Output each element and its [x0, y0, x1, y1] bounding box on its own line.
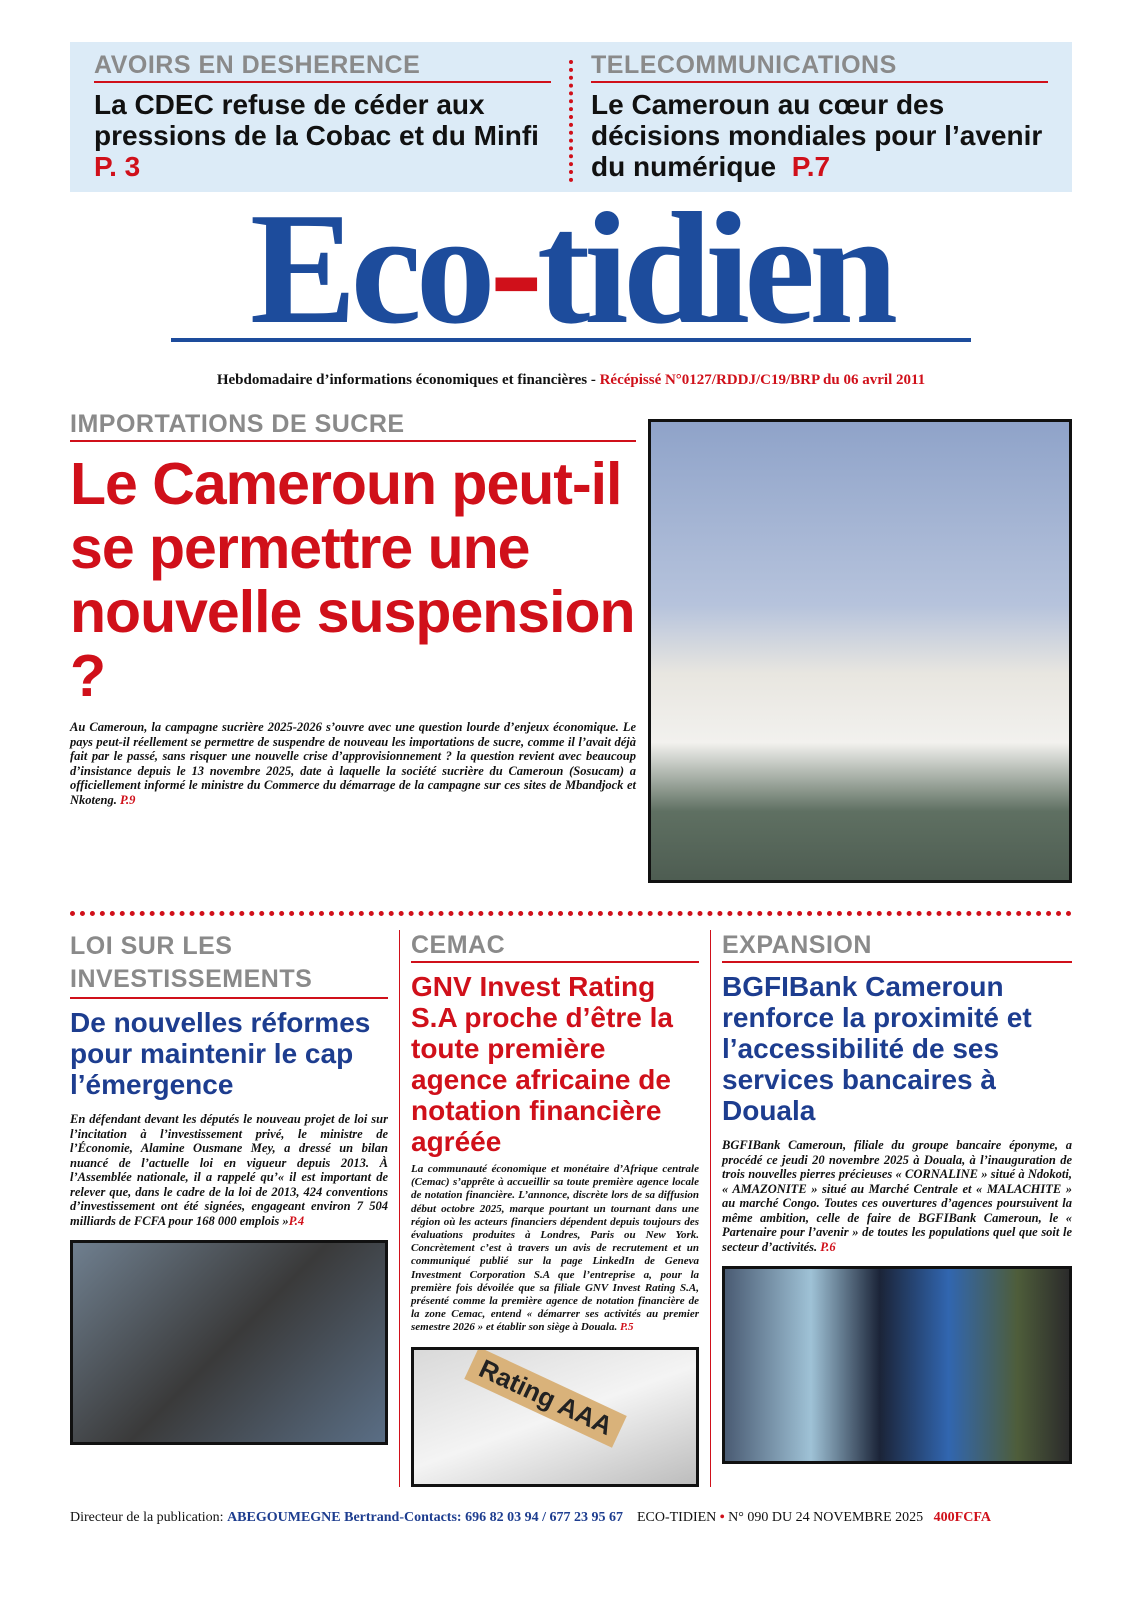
logo-dash: - — [489, 179, 537, 357]
article-headline[interactable]: BGFIBank Cameroun renforce la proximité et l’accessibilité de ses services bancaires à Douala — [722, 971, 1032, 1126]
article-body: En défendant devant les députés le nouveau projet de loi sur l’incitation à l’investissement privé, le ministre de l’Économie, Alamine Ousmane Mey, a dressé un bilan nuancé de l’actuelle loi en vigueur depuis 2013. À l’Assemblée nationale, il a rappelé qu’« il est important de relever que, dans le cadre de la loi de 2013, 424 conventions d’investissement ont été signées, engageant environ 7 504 milliards de FCFA pour 168 000 emplois » — [70, 1112, 388, 1228]
minister-photo — [70, 1240, 388, 1445]
teaser-right[interactable] — [591, 50, 1048, 182]
page-ref: P.9 — [120, 792, 136, 807]
price: 400FCFA — [933, 1509, 991, 1525]
dotted-divider — [70, 911, 1072, 916]
column-separator — [710, 930, 711, 1487]
bullet-icon: • — [719, 1509, 725, 1525]
article-kicker: CEMAC — [411, 930, 699, 963]
article-kicker: LOI SUR LES INVESTISSEMENTS — [70, 930, 388, 999]
teaser-headline: Le Cameroun au cœur des décisions mondiales pour l’avenir du numérique — [591, 89, 1043, 182]
contact-phones: 696 82 03 94 / 677 23 95 67 — [465, 1509, 623, 1525]
page-ref: P.5 — [620, 1321, 634, 1334]
article-headline[interactable]: GNV Invest Rating S.A proche d’être la toute première agence africaine de notation financière agréée — [411, 971, 673, 1157]
article-kicker: EXPANSION — [722, 930, 1072, 963]
registration: Récépissé N°0127/RDDJ/C19/BRP du 06 avril 2011 — [599, 372, 926, 388]
article-headline[interactable]: De nouvelles réformes pour maintenir le cap l’émergence — [70, 1007, 371, 1100]
article-columns — [70, 930, 1072, 1487]
lead-kicker: IMPORTATIONS DE SUCRE — [70, 409, 636, 442]
teaser-headline: La CDEC refuse de céder aux pressions de la Cobac et du Minfi — [94, 89, 539, 151]
contacts-label: -Contacts: — [399, 1509, 466, 1525]
lead-story — [70, 409, 1072, 883]
teaser-left[interactable] — [94, 50, 551, 182]
dotted-divider — [569, 60, 573, 182]
rating-photo — [411, 1347, 699, 1487]
sugar-sacks-photo — [648, 419, 1072, 883]
director-name: ABEGOUMEGNE Bertrand — [227, 1509, 400, 1525]
page-ref: P. 3 — [94, 151, 141, 182]
lead-headline[interactable]: Le Cameroun peut-il se permettre une nouvelle suspension ? — [70, 451, 635, 709]
article-investissements — [70, 930, 388, 1487]
director-label: Directeur de la publication: — [70, 1509, 228, 1525]
article-expansion — [722, 930, 1072, 1487]
teaser-kicker: TELECOMMUNICATIONS — [591, 50, 1048, 83]
article-body: BGFIBank Cameroun, filiale du groupe bancaire éponyme, a procédé ce jeudi 20 novembre 2025 à Douala, à l’inauguration de trois nouvelles pierres précieuses « CORNALINE » situé à Ndokoti, « AMAZONITE » situé au Marché Centrale et « MALACHITE » au marché Congo. Toutes ces ouvertures d’agences poursuivent la même ambition, celle de faire de BGFIBank Cameroun, le « Partenaire pour l’avenir » de toutes les populations quel que soit le secteur d’activités. — [722, 1138, 1072, 1254]
issue-info: N° 090 DU 24 NOVEMBRE 2025 — [728, 1509, 924, 1525]
page-ref: P.7 — [791, 151, 831, 182]
article-body: La communauté économique et monétaire d’Afrique centrale (Cemac) s’apprête à accueillir sa toute première agence locale de notation financière. L’annonce, discrète lors de sa diffusion début octobre 2025, marque pourtant un tournant dans une région où les acteurs financiers dépendent depuis toujours des évaluations produites à Londres, Paris ou New York. Concrètement c’est à travers un avis de recrutement et un communiqué publié sur la page LinkedIn de Geneva Investment Corporation S.A que l’entreprise a, pour la première fois dévoilée que sa filiale GNV Invest Rating S.A, présenté comme la première agence de notation financière de la zone Cemac, entend « démarrer ses activités au premier semestre 2026 » et établir son siège à Douala. — [411, 1163, 699, 1334]
tagline-text: Hebdomadaire d’informations économiques et financières - — [216, 372, 600, 388]
article-cemac — [411, 930, 699, 1487]
masthead-logo — [70, 179, 1072, 357]
top-banner — [70, 42, 1072, 192]
page-ref: P.4 — [288, 1213, 305, 1228]
column-separator — [399, 930, 400, 1487]
paper-name: ECO-TIDIEN — [636, 1509, 717, 1525]
lead-text: Au Cameroun, la campagne sucrière 2025-2026 s’ouvre avec une question lourde d’enjeux économique. Le pays peut-il réellement se permettre de suspendre de nouveau les importations de sucre, comme il l’avait déjà fait par le passé, sans risquer une nouvelle crise d’approvisionnement ? la question revient avec beaucoup d’insistance depuis le 13 novembre 2025, date à laquelle la société sucrière du Cameroun (Sosucam) a officiellement informé le ministre du Commerce du démarrage de la campagne sur ces sites de Mbandjock et Nkoteng. — [70, 720, 636, 807]
footer — [70, 1509, 1072, 1527]
tagline — [70, 372, 1072, 389]
rating-stamp: Rating AAA — [464, 1347, 627, 1448]
teaser-kicker: AVOIRS EN DESHERENCE — [94, 50, 551, 83]
logo-part: Eco — [249, 179, 490, 357]
logo-part: tidien — [536, 179, 893, 357]
page-ref: P.6 — [820, 1239, 836, 1254]
inauguration-photo — [722, 1266, 1072, 1464]
lead-body — [70, 720, 636, 807]
